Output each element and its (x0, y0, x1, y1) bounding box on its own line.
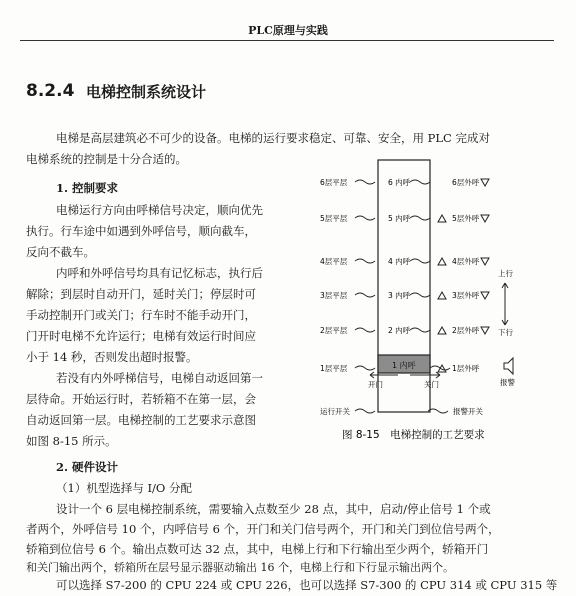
figure-caption: 图 8-15 电梯控制的工艺要求 (342, 429, 485, 441)
para2-line-1: 内呼和外呼信号均具有记忆标志，执行后 (56, 266, 263, 280)
level-sensor-icon (355, 328, 375, 332)
outer-call-label: 5层外呼 (452, 214, 480, 223)
inner-call-switch-icon (410, 293, 430, 297)
run-switch-icon (355, 409, 375, 413)
floor-level-label: 2层平层 (320, 326, 348, 335)
para3-line-4: 如图 8-15 所示。 (26, 434, 117, 448)
run-switch-label: 运行开关 (320, 407, 350, 416)
floor-level-label: 4层平层 (320, 257, 348, 266)
shaft-outline (378, 160, 430, 412)
level-sensor-icon (355, 293, 375, 297)
alarm-switch-label: 报警开关 (453, 407, 483, 416)
subheading-model-selection: （1）机型选择与 I/O 分配 (56, 481, 192, 495)
outer-call-label: 3层外呼 (452, 291, 480, 300)
subheading-hardware-design: 2. 硬件设计 (56, 460, 119, 474)
level-sensor-icon (355, 366, 375, 370)
inner-call-switch-icon (410, 259, 430, 263)
inner-call-switch-icon (410, 328, 430, 332)
floor-level-label: 3层平层 (320, 291, 348, 300)
intro-line-2: 电梯系统的控制是十分合适的。 (26, 152, 187, 166)
para4-line-2: 者两个，外呼信号 10 个，内呼信号 6 个，开门和关门信号两个，开门和关门到位信号两个， (26, 522, 500, 536)
up-call-icon (438, 215, 446, 222)
floor-level-label: 6层平层 (320, 178, 348, 187)
floor-level-label: 5层平层 (320, 214, 348, 223)
alarm-label: 报警 (500, 378, 515, 387)
open-label: 开门 (368, 380, 383, 389)
up-call-icon (438, 258, 446, 265)
para4-line-4: 和关门输出两个，轿箱所在层号显示器驱动输出 16 个，电梯上行和下行显示输出两个。 (26, 561, 454, 574)
header-rule (20, 40, 554, 41)
outer-call-label: 1层外呼 (452, 364, 480, 373)
down-label: 下行 (498, 328, 513, 337)
elevator-diagram (300, 155, 560, 445)
level-sensor-icon (355, 216, 375, 220)
subheading-control-requirements: 1. 控制要求 (56, 181, 119, 195)
floor-level-label: 1层平层 (320, 364, 348, 373)
para3-line-1: 若没有内外呼梯信号，电梯自动返回第一 (56, 371, 263, 385)
para1-line-3: 反向不截车。 (26, 245, 95, 259)
para2-line-5: 小于 14 秒，否则发出超时报警。 (26, 350, 198, 364)
outer-call-label: 6层外呼 (452, 178, 480, 187)
para2-line-3: 手动控制开门或关门；行车时不能手动开门， (26, 308, 256, 322)
down-call-icon (481, 258, 489, 265)
para3-line-3: 自动返回第一层。电梯控制的工艺要求示意图 (26, 413, 256, 427)
alarm-switch-icon (428, 409, 448, 413)
outer-call-label: 4层外呼 (452, 257, 480, 266)
intro-line-1: 电梯是高层建筑必不可少的设备。电梯的运行要求稳定、可靠、安全，用 PLC 完成对 (56, 131, 490, 145)
down-call-icon (481, 179, 489, 186)
up-call-icon (438, 327, 446, 334)
inner-call-switch-icon (410, 216, 430, 220)
level-sensor-icon (355, 259, 375, 263)
up-call-icon (438, 292, 446, 299)
down-call-icon (481, 292, 489, 299)
section-number: 8.2.4 (26, 81, 75, 101)
alarm-horn-icon (504, 358, 513, 374)
close-label: 关门 (424, 380, 439, 389)
level-sensor-icon (355, 180, 375, 184)
para5-line-1: 可以选择 S7-200 的 CPU 224 或 CPU 226，也可以选择 S7-300 的 CPU 314 或 CPU 315 等 (56, 578, 558, 592)
car-label: 1 内呼 (392, 361, 416, 370)
para4-line-1: 设计一个 6 层电梯控制系统，需要输入点数至少 28 点，其中，启动/停止信号 1 个或 (56, 502, 491, 516)
inner-call-label: 5 内呼 (388, 214, 411, 223)
section-title: 电梯控制系统设计 (86, 83, 207, 101)
up-call-icon (438, 365, 446, 372)
inner-call-switch-icon (410, 180, 430, 184)
inner-call-label: 4 内呼 (388, 257, 411, 266)
up-label: 上行 (498, 269, 513, 278)
inner-call-label: 2 内呼 (388, 326, 411, 335)
para3-line-2: 层待命。开始运行时，若轿箱不在第一层，会 (26, 392, 256, 406)
down-call-icon (481, 215, 489, 222)
para4-line-3: 轿箱到位信号 6 个。输出点数可达 32 点，其中，电梯上行和下行输出至少两个，轿箱开门 (26, 542, 489, 556)
para2-line-2: 解除；到层时自动开门，延时关门；停层时可 (26, 287, 256, 301)
para2-line-4: 门开时电梯不允许运行；电梯有效运行时间应 (26, 329, 256, 343)
inner-call-label: 6 内呼 (388, 178, 411, 187)
running-header: PLC原理与实践 (248, 24, 328, 37)
para1-line-2: 执行。行车途中如遇到外呼信号，顺向截车， (26, 224, 256, 238)
inner-call-label: 3 内呼 (388, 291, 411, 300)
down-arrow-icon (502, 295, 508, 325)
para1-line-1: 电梯运行方向由呼梯信号决定，顺向优先 (56, 203, 263, 217)
down-call-icon (481, 327, 489, 334)
outer-call-label: 2层外呼 (452, 326, 480, 335)
